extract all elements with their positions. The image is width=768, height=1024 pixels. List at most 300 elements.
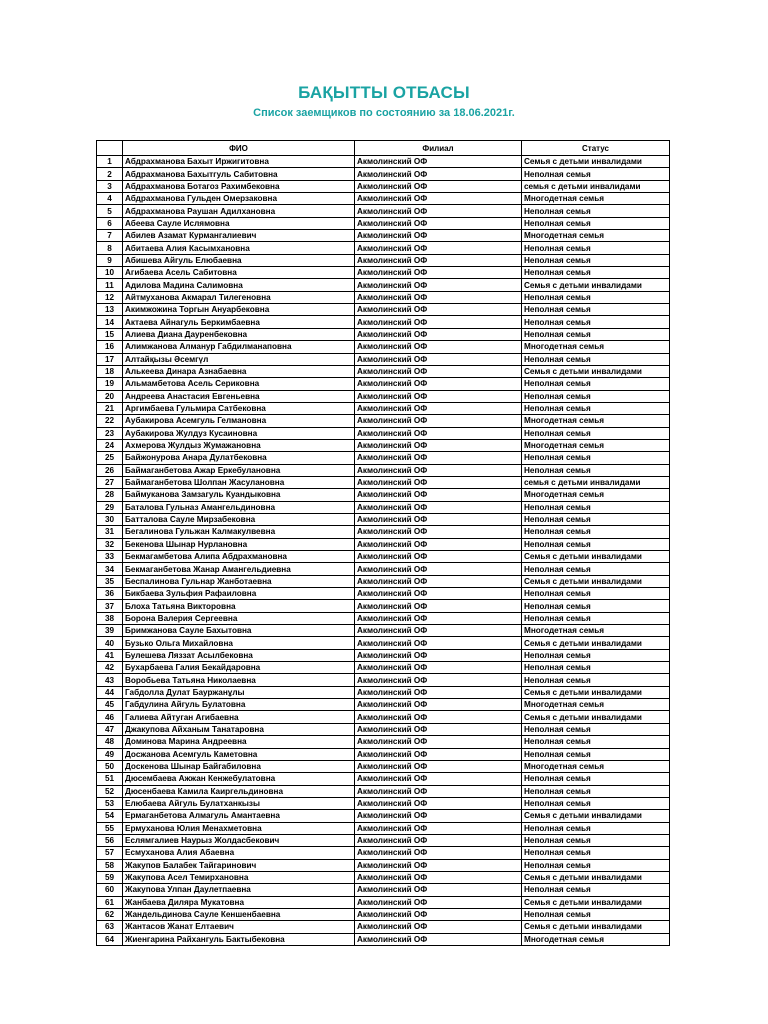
row-number: 48 xyxy=(97,736,123,748)
row-number: 39 xyxy=(97,625,123,637)
family-status: Неполная семья xyxy=(522,427,670,439)
borrower-name: Баймаганбетова Шолпан Жасулановна xyxy=(123,476,355,488)
borrower-name: Аубакирова Асемгуль Гелмановна xyxy=(123,415,355,427)
borrower-name: Алиева Диана Дауренбековна xyxy=(123,328,355,340)
row-number: 34 xyxy=(97,563,123,575)
borrower-name: Ермаганбетова Алмагуль Амантаевна xyxy=(123,810,355,822)
branch: Акмолинский ОФ xyxy=(355,217,522,229)
branch: Акмолинский ОФ xyxy=(355,600,522,612)
family-status: Семья с детьми инвалидами xyxy=(522,156,670,168)
borrower-name: Галиева Айтуган Агибаевна xyxy=(123,711,355,723)
table-row xyxy=(97,180,670,192)
borrower-name: Байжонурова Анара Дулатбековна xyxy=(123,452,355,464)
table-row xyxy=(97,427,670,439)
borrower-name: Абдрахманова Бахытгуль Сабитовна xyxy=(123,168,355,180)
family-status: Неполная семья xyxy=(522,662,670,674)
row-number: 46 xyxy=(97,711,123,723)
family-status: Неполная семья xyxy=(522,328,670,340)
branch: Акмолинский ОФ xyxy=(355,588,522,600)
row-number: 30 xyxy=(97,513,123,525)
branch: Акмолинский ОФ xyxy=(355,773,522,785)
borrower-name: Абдрахманова Раушан Адилхановна xyxy=(123,205,355,217)
table-row xyxy=(97,538,670,550)
branch: Акмолинский ОФ xyxy=(355,439,522,451)
row-number: 22 xyxy=(97,415,123,427)
row-number: 14 xyxy=(97,316,123,328)
table-row xyxy=(97,526,670,538)
family-status: Неполная семья xyxy=(522,304,670,316)
row-number: 28 xyxy=(97,489,123,501)
borrower-name: Андреева Анастасия Евгеньевна xyxy=(123,390,355,402)
branch: Акмолинский ОФ xyxy=(355,489,522,501)
borrower-name: Блоха Татьяна Викторовна xyxy=(123,600,355,612)
row-number: 8 xyxy=(97,242,123,254)
family-status: Неполная семья xyxy=(522,501,670,513)
row-number: 61 xyxy=(97,896,123,908)
row-number: 36 xyxy=(97,588,123,600)
borrower-name: Баймуканова Замзагуль Куандыковна xyxy=(123,489,355,501)
table-header xyxy=(97,141,670,156)
borrower-name: Елюбаева Айгуль Булатханкызы xyxy=(123,797,355,809)
table-row xyxy=(97,217,670,229)
family-status: Многодетная семья xyxy=(522,699,670,711)
branch: Акмолинский ОФ xyxy=(355,427,522,439)
row-number: 16 xyxy=(97,341,123,353)
borrower-name: Доминова Марина Андреевна xyxy=(123,736,355,748)
branch: Акмолинский ОФ xyxy=(355,156,522,168)
family-status: Многодетная семья xyxy=(522,415,670,427)
header-status: Статус xyxy=(522,141,670,156)
branch: Акмолинский ОФ xyxy=(355,452,522,464)
table-row xyxy=(97,810,670,822)
table-row xyxy=(97,304,670,316)
borrower-name: Бегалинова Гульжан Калмакулвевна xyxy=(123,526,355,538)
branch: Акмолинский ОФ xyxy=(355,193,522,205)
table-row xyxy=(97,723,670,735)
row-number: 25 xyxy=(97,452,123,464)
table-row xyxy=(97,908,670,920)
family-status: Неполная семья xyxy=(522,168,670,180)
family-status: Многодетная семья xyxy=(522,439,670,451)
borrower-name: Баталова Гульназ Амангельдиновна xyxy=(123,501,355,513)
family-status: Семья с детьми инвалидами xyxy=(522,711,670,723)
borrower-name: Жакупова Асел Темирхановна xyxy=(123,871,355,883)
family-status: Неполная семья xyxy=(522,859,670,871)
borrower-name: Альмамбетова Асель Сериковна xyxy=(123,378,355,390)
table-row xyxy=(97,822,670,834)
borrower-name: Ермуханова Юлия Менахметовна xyxy=(123,822,355,834)
table-row xyxy=(97,291,670,303)
family-status: семья с детьми инвалидами xyxy=(522,180,670,192)
branch: Акмолинский ОФ xyxy=(355,341,522,353)
branch: Акмолинский ОФ xyxy=(355,674,522,686)
table-row xyxy=(97,847,670,859)
borrower-name: Булешева Ляззат Асылбековна xyxy=(123,649,355,661)
table-row xyxy=(97,896,670,908)
row-number: 60 xyxy=(97,884,123,896)
borrower-name: Джакупова Айханым Танатаровна xyxy=(123,723,355,735)
branch: Акмолинский ОФ xyxy=(355,415,522,427)
table-row xyxy=(97,378,670,390)
borrower-name: Бекмаганбетова Жанар Амангельдиевна xyxy=(123,563,355,575)
row-number: 3 xyxy=(97,180,123,192)
borrower-name: Аубакирова Жулдуз Кусаиновна xyxy=(123,427,355,439)
table-row xyxy=(97,476,670,488)
borrower-name: Адилова Мадина Салимовна xyxy=(123,279,355,291)
borrower-name: Агибаева Асель Сабитовна xyxy=(123,267,355,279)
row-number: 37 xyxy=(97,600,123,612)
borrower-name: Алимжанова Алманур Габдилманаповна xyxy=(123,341,355,353)
borrower-name: Жандельдинова Сауле Кеншенбаевна xyxy=(123,908,355,920)
branch: Акмолинский ОФ xyxy=(355,180,522,192)
borrower-name: Батталова Сауле Мирзабековна xyxy=(123,513,355,525)
branch: Акмолинский ОФ xyxy=(355,242,522,254)
table-row xyxy=(97,267,670,279)
family-status: Многодетная семья xyxy=(522,625,670,637)
branch: Акмолинский ОФ xyxy=(355,316,522,328)
family-status: Неполная семья xyxy=(522,316,670,328)
row-number: 23 xyxy=(97,427,123,439)
table-row xyxy=(97,600,670,612)
branch: Акмолинский ОФ xyxy=(355,402,522,414)
family-status: Неполная семья xyxy=(522,242,670,254)
table-row xyxy=(97,859,670,871)
family-status: Неполная семья xyxy=(522,588,670,600)
header-name: ФИО xyxy=(123,141,355,156)
branch: Акмолинский ОФ xyxy=(355,896,522,908)
table-row xyxy=(97,575,670,587)
branch: Акмолинский ОФ xyxy=(355,785,522,797)
table-body xyxy=(97,156,670,946)
borrower-name: Дюсембаева Ажжан Кенжебулатовна xyxy=(123,773,355,785)
family-status: Неполная семья xyxy=(522,785,670,797)
family-status: Неполная семья xyxy=(522,748,670,760)
row-number: 11 xyxy=(97,279,123,291)
row-number: 52 xyxy=(97,785,123,797)
family-status: Семья с детьми инвалидами xyxy=(522,896,670,908)
branch: Акмолинский ОФ xyxy=(355,575,522,587)
table-row xyxy=(97,551,670,563)
borrower-name: Бримжанова Сауле Бахытовна xyxy=(123,625,355,637)
family-status: Многодетная семья xyxy=(522,230,670,242)
family-status: Неполная семья xyxy=(522,908,670,920)
borrower-name: Абитаева Алия Касымхановна xyxy=(123,242,355,254)
row-number: 33 xyxy=(97,551,123,563)
branch: Акмолинский ОФ xyxy=(355,649,522,661)
table-row xyxy=(97,785,670,797)
branch: Акмолинский ОФ xyxy=(355,563,522,575)
branch: Акмолинский ОФ xyxy=(355,736,522,748)
family-status: Семья с детьми инвалидами xyxy=(522,279,670,291)
row-number: 59 xyxy=(97,871,123,883)
branch: Акмолинский ОФ xyxy=(355,476,522,488)
table-row xyxy=(97,760,670,772)
family-status: Неполная семья xyxy=(522,822,670,834)
family-status: Неполная семья xyxy=(522,649,670,661)
table-row xyxy=(97,773,670,785)
family-status: Неполная семья xyxy=(522,884,670,896)
borrower-name: Алькеева Динара Азнабаевна xyxy=(123,365,355,377)
table-row xyxy=(97,513,670,525)
row-number: 6 xyxy=(97,217,123,229)
borrower-name: Жиенгарина Райхангуль Бактыбековна xyxy=(123,933,355,945)
borrower-name: Абилев Азамат Курмангалиевич xyxy=(123,230,355,242)
row-number: 18 xyxy=(97,365,123,377)
row-number: 26 xyxy=(97,464,123,476)
table-row xyxy=(97,699,670,711)
borrower-name: Баймаганбетова Ажар Еркебулановна xyxy=(123,464,355,476)
row-number: 35 xyxy=(97,575,123,587)
borrower-name: Абдрахманова Бахыт Иржигитовна xyxy=(123,156,355,168)
branch: Акмолинский ОФ xyxy=(355,267,522,279)
branch: Акмолинский ОФ xyxy=(355,328,522,340)
table-row xyxy=(97,402,670,414)
row-number: 40 xyxy=(97,637,123,649)
borrower-name: Айтмуханова Акмарал Тилегеновна xyxy=(123,291,355,303)
family-status: Многодетная семья xyxy=(522,933,670,945)
header-row xyxy=(97,141,670,156)
row-number: 31 xyxy=(97,526,123,538)
branch: Акмолинский ОФ xyxy=(355,205,522,217)
family-status: Неполная семья xyxy=(522,723,670,735)
table-row xyxy=(97,563,670,575)
branch: Акмолинский ОФ xyxy=(355,464,522,476)
family-status: Неполная семья xyxy=(522,600,670,612)
family-status: Многодетная семья xyxy=(522,489,670,501)
branch: Акмолинский ОФ xyxy=(355,760,522,772)
table-row xyxy=(97,686,670,698)
branch: Акмолинский ОФ xyxy=(355,834,522,846)
branch: Акмолинский ОФ xyxy=(355,378,522,390)
table-row xyxy=(97,649,670,661)
table-row xyxy=(97,205,670,217)
borrower-name: Жантасов Жанат Елтаевич xyxy=(123,921,355,933)
table-row xyxy=(97,230,670,242)
family-status: Неполная семья xyxy=(522,452,670,464)
row-number: 24 xyxy=(97,439,123,451)
borrower-name: Бузько Ольга Михайловна xyxy=(123,637,355,649)
branch: Акмолинский ОФ xyxy=(355,686,522,698)
borrower-name: Бухарбаева Галия Бекайдаровна xyxy=(123,662,355,674)
borrower-name: Жанбаева Диляра Мукатовна xyxy=(123,896,355,908)
borrower-name: Алтайқызы Әсемгүл xyxy=(123,353,355,365)
table-row xyxy=(97,390,670,402)
table-row xyxy=(97,156,670,168)
borrower-name: Абдрахманова Гульден Омерзаковна xyxy=(123,193,355,205)
branch: Акмолинский ОФ xyxy=(355,526,522,538)
row-number: 10 xyxy=(97,267,123,279)
borrower-name: Жакупова Улпан Даулетпаевна xyxy=(123,884,355,896)
row-number: 12 xyxy=(97,291,123,303)
row-number: 51 xyxy=(97,773,123,785)
family-status: Неполная семья xyxy=(522,736,670,748)
family-status: Неполная семья xyxy=(522,267,670,279)
table-row xyxy=(97,452,670,464)
header-branch: Филиал xyxy=(355,141,522,156)
row-number: 42 xyxy=(97,662,123,674)
table-row xyxy=(97,501,670,513)
family-status: Семья с детьми инвалидами xyxy=(522,637,670,649)
table-row xyxy=(97,933,670,945)
row-number: 27 xyxy=(97,476,123,488)
table-row xyxy=(97,353,670,365)
row-number: 21 xyxy=(97,402,123,414)
branch: Акмолинский ОФ xyxy=(355,810,522,822)
branch: Акмолинский ОФ xyxy=(355,699,522,711)
borrower-name: Воробьева Татьяна Николаевна xyxy=(123,674,355,686)
branch: Акмолинский ОФ xyxy=(355,304,522,316)
borrower-name: Бекенова Шынар Нурлановна xyxy=(123,538,355,550)
table-row xyxy=(97,168,670,180)
row-number: 13 xyxy=(97,304,123,316)
borrower-name: Габдолла Дулат Бауржанұлы xyxy=(123,686,355,698)
family-status: Неполная семья xyxy=(522,847,670,859)
family-status: Неполная семья xyxy=(522,674,670,686)
branch: Акмолинский ОФ xyxy=(355,551,522,563)
family-status: Неполная семья xyxy=(522,217,670,229)
family-status: Неполная семья xyxy=(522,612,670,624)
row-number: 9 xyxy=(97,254,123,266)
branch: Акмолинский ОФ xyxy=(355,513,522,525)
borrower-name: Абдрахманова Ботагоз Рахимбековна xyxy=(123,180,355,192)
table-row xyxy=(97,489,670,501)
table-row xyxy=(97,588,670,600)
row-number: 43 xyxy=(97,674,123,686)
table-row xyxy=(97,736,670,748)
row-number: 1 xyxy=(97,156,123,168)
row-number: 38 xyxy=(97,612,123,624)
table-row xyxy=(97,242,670,254)
row-number: 49 xyxy=(97,748,123,760)
borrower-name: Жакупов Балабек Тайгаринович xyxy=(123,859,355,871)
family-status: Семья с детьми инвалидами xyxy=(522,686,670,698)
table-row xyxy=(97,637,670,649)
branch: Акмолинский ОФ xyxy=(355,908,522,920)
row-number: 32 xyxy=(97,538,123,550)
borrower-name: Бекмагамбетова Алипа Абдрахмановна xyxy=(123,551,355,563)
branch: Акмолинский ОФ xyxy=(355,871,522,883)
family-status: Неполная семья xyxy=(522,513,670,525)
table-row xyxy=(97,254,670,266)
row-number: 2 xyxy=(97,168,123,180)
row-number: 56 xyxy=(97,834,123,846)
row-number: 19 xyxy=(97,378,123,390)
borrower-name: Абеева Сауле Ислямовна xyxy=(123,217,355,229)
table-row xyxy=(97,279,670,291)
family-status: Неполная семья xyxy=(522,205,670,217)
document-subtitle: Список заемщиков по состоянию за 18.06.2021г. xyxy=(253,107,515,119)
branch: Акмолинский ОФ xyxy=(355,390,522,402)
table-row xyxy=(97,341,670,353)
table-row xyxy=(97,316,670,328)
table-row xyxy=(97,365,670,377)
borrower-name: Акимжожина Торгын Ануарбековна xyxy=(123,304,355,316)
branch: Акмолинский ОФ xyxy=(355,168,522,180)
table-row xyxy=(97,662,670,674)
row-number: 50 xyxy=(97,760,123,772)
branch: Акмолинский ОФ xyxy=(355,921,522,933)
row-number: 58 xyxy=(97,859,123,871)
family-status: Семья с детьми инвалидами xyxy=(522,575,670,587)
row-number: 29 xyxy=(97,501,123,513)
table-row xyxy=(97,193,670,205)
borrower-name: Бикбаева Зульфия Рафаиловна xyxy=(123,588,355,600)
branch: Акмолинский ОФ xyxy=(355,637,522,649)
branch: Акмолинский ОФ xyxy=(355,353,522,365)
family-status: Неполная семья xyxy=(522,538,670,550)
borrower-name: Беспалинова Гульнар Жанботаевна xyxy=(123,575,355,587)
borrower-name: Доскенова Шынар Байгабиловна xyxy=(123,760,355,772)
table-row xyxy=(97,834,670,846)
row-number: 5 xyxy=(97,205,123,217)
row-number: 57 xyxy=(97,847,123,859)
borrower-name: Ахмерова Жулдыз Жумажановна xyxy=(123,439,355,451)
table-row xyxy=(97,711,670,723)
branch: Акмолинский ОФ xyxy=(355,254,522,266)
family-status: Семья с детьми инвалидами xyxy=(522,921,670,933)
family-status: Неполная семья xyxy=(522,402,670,414)
borrower-name: Борона Валерия Сергеевна xyxy=(123,612,355,624)
table-row xyxy=(97,871,670,883)
branch: Акмолинский ОФ xyxy=(355,711,522,723)
family-status: Неполная семья xyxy=(522,464,670,476)
family-status: Неполная семья xyxy=(522,797,670,809)
branch: Акмолинский ОФ xyxy=(355,625,522,637)
branch: Акмолинский ОФ xyxy=(355,884,522,896)
branch: Акмолинский ОФ xyxy=(355,612,522,624)
family-status: Неполная семья xyxy=(522,834,670,846)
row-number: 63 xyxy=(97,921,123,933)
table-row xyxy=(97,328,670,340)
branch: Акмолинский ОФ xyxy=(355,723,522,735)
row-number: 7 xyxy=(97,230,123,242)
row-number: 55 xyxy=(97,822,123,834)
family-status: Семья с детьми инвалидами xyxy=(522,810,670,822)
table-row xyxy=(97,612,670,624)
row-number: 17 xyxy=(97,353,123,365)
family-status: Неполная семья xyxy=(522,773,670,785)
row-number: 41 xyxy=(97,649,123,661)
borrower-name: Есмуханова Алия Абаевна xyxy=(123,847,355,859)
borrower-name: Дюсенбаева Камила Каиргельдиновна xyxy=(123,785,355,797)
table-row xyxy=(97,674,670,686)
borrower-name: Аргимбаева Гульмира Сатбековна xyxy=(123,402,355,414)
borrower-name: Абишева Айгуль Елюбаевна xyxy=(123,254,355,266)
table-row xyxy=(97,439,670,451)
borrower-name: Досжанова Асемгуль Каметовна xyxy=(123,748,355,760)
family-status: Неполная семья xyxy=(522,378,670,390)
header-number xyxy=(97,141,123,156)
row-number: 64 xyxy=(97,933,123,945)
branch: Акмолинский ОФ xyxy=(355,365,522,377)
family-status: Многодетная семья xyxy=(522,193,670,205)
branch: Акмолинский ОФ xyxy=(355,279,522,291)
branch: Акмолинский ОФ xyxy=(355,797,522,809)
row-number: 20 xyxy=(97,390,123,402)
borrower-name: Еслямгалиев Наурыз Жолдасбекович xyxy=(123,834,355,846)
row-number: 62 xyxy=(97,908,123,920)
row-number: 45 xyxy=(97,699,123,711)
table-row xyxy=(97,464,670,476)
family-status: Многодетная семья xyxy=(522,341,670,353)
borrowers-table xyxy=(96,140,670,946)
branch: Акмолинский ОФ xyxy=(355,859,522,871)
row-number: 47 xyxy=(97,723,123,735)
branch: Акмолинский ОФ xyxy=(355,291,522,303)
branch: Акмолинский ОФ xyxy=(355,847,522,859)
family-status: Неполная семья xyxy=(522,291,670,303)
branch: Акмолинский ОФ xyxy=(355,933,522,945)
